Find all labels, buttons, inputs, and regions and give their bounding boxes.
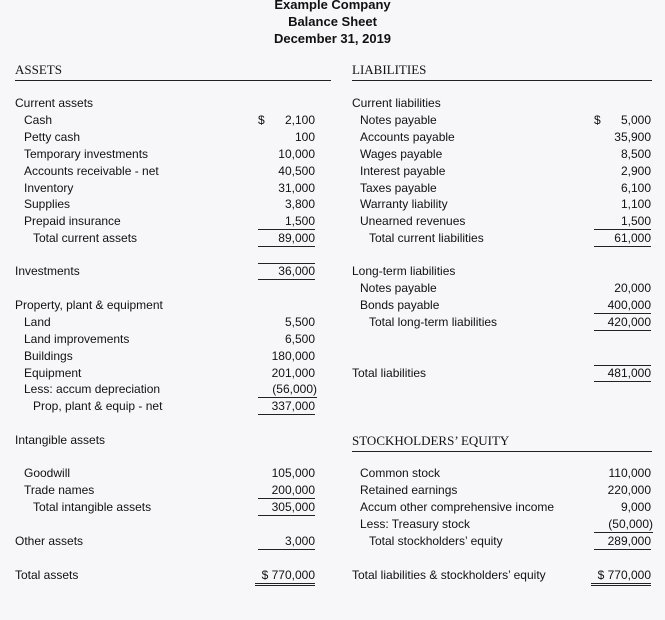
aoci-value: 9,000 bbox=[620, 500, 651, 514]
accounts-payable-label: Accounts payable bbox=[360, 130, 455, 144]
petty-cash-value: 100 bbox=[294, 130, 315, 144]
supplies-label: Supplies bbox=[24, 197, 71, 211]
warranty-liability-value: 1,100 bbox=[620, 197, 651, 211]
equity-rule bbox=[352, 451, 652, 452]
bonds-payable-label: Bonds payable bbox=[360, 298, 440, 312]
total-intangible-value: 305,000 bbox=[258, 500, 315, 516]
land-improvements-label: Land improvements bbox=[24, 332, 130, 346]
accounts-receivable-label: Accounts receivable - net bbox=[24, 164, 159, 178]
taxes-payable-value: 6,100 bbox=[620, 181, 651, 195]
accum-depreciation-label: Less: accum depreciation bbox=[24, 382, 161, 396]
notes-payable-label: Notes payable bbox=[360, 113, 437, 127]
report-title: Balance Sheet bbox=[288, 14, 377, 29]
wages-payable-value: 8,500 bbox=[620, 147, 651, 161]
equipment-value: 201,000 bbox=[271, 366, 315, 380]
temp-investments-label: Temporary investments bbox=[24, 147, 149, 161]
interest-payable-value: 2,900 bbox=[620, 164, 651, 178]
long-term-liabilities-heading: Long-term liabilities bbox=[352, 264, 456, 278]
total-intangible-label: Total intangible assets bbox=[33, 500, 152, 514]
total-assets-value: $ 770,000 bbox=[255, 568, 315, 586]
retained-earnings-value: 220,000 bbox=[607, 483, 651, 497]
wages-payable-label: Wages payable bbox=[360, 147, 443, 161]
ppe-net-value: 337,000 bbox=[258, 399, 315, 415]
total-current-assets-value: 89,000 bbox=[258, 231, 315, 247]
goodwill-label: Goodwill bbox=[24, 466, 71, 480]
supplies-value: 3,800 bbox=[284, 197, 315, 211]
total-equity-label: Total stockholders’ equity bbox=[369, 534, 503, 548]
taxes-payable-label: Taxes payable bbox=[360, 181, 437, 195]
assets-heading: ASSETS bbox=[15, 62, 62, 77]
ppe-heading: Property, plant & equipment bbox=[15, 298, 163, 312]
total-current-assets-label: Total current assets bbox=[33, 231, 138, 245]
company-name: Example Company bbox=[274, 0, 391, 12]
other-assets-value: 3,000 bbox=[258, 534, 315, 550]
unearned-revenues-value: 1,500 bbox=[594, 214, 651, 230]
total-assets-label: Total assets bbox=[15, 568, 79, 582]
accounts-payable-value: 35,900 bbox=[614, 130, 651, 144]
investments-value: 36,000 bbox=[258, 263, 315, 280]
total-liabilities-label: Total liabilities bbox=[352, 366, 427, 380]
common-stock-value: 110,000 bbox=[608, 466, 651, 480]
treasury-stock-label: Less: Treasury stock bbox=[360, 517, 471, 531]
buildings-value: 180,000 bbox=[271, 349, 315, 363]
total-current-liabilities-value: 61,000 bbox=[594, 231, 651, 247]
accum-depreciation-value: (56,000) bbox=[258, 382, 317, 398]
lt-notes-payable-value: 20,000 bbox=[614, 281, 651, 295]
total-liabilities-value: 481,000 bbox=[594, 365, 651, 382]
goodwill-value: 105,000 bbox=[271, 466, 315, 480]
petty-cash-label: Petty cash bbox=[24, 130, 81, 144]
land-improvements-value: 6,500 bbox=[284, 332, 315, 346]
unearned-revenues-label: Unearned revenues bbox=[360, 214, 466, 228]
cash-dollar-sign: $ bbox=[258, 113, 265, 127]
prepaid-insurance-value: 1,500 bbox=[258, 214, 315, 230]
treasury-stock-value: (50,000) bbox=[594, 517, 653, 533]
accounts-receivable-value: 40,500 bbox=[278, 164, 315, 178]
liabilities-heading: LIABILITIES bbox=[352, 62, 427, 77]
report-header bbox=[0, 0, 665, 47]
cash-value: 2,100 bbox=[284, 113, 315, 127]
warranty-liability-label: Warranty liability bbox=[360, 197, 448, 211]
retained-earnings-label: Retained earnings bbox=[360, 483, 458, 497]
land-label: Land bbox=[24, 315, 51, 329]
interest-payable-label: Interest payable bbox=[360, 164, 446, 178]
total-lt-liabilities-value: 420,000 bbox=[594, 315, 651, 331]
cash-label: Cash bbox=[24, 113, 53, 127]
report-date: December 31, 2019 bbox=[273, 31, 392, 46]
total-lt-liabilities-label: Total long-term liabilities bbox=[369, 315, 498, 329]
temp-investments-value: 10,000 bbox=[278, 147, 315, 161]
common-stock-label: Common stock bbox=[360, 466, 441, 480]
bonds-payable-value: 400,000 bbox=[594, 298, 651, 314]
other-assets-label: Other assets bbox=[15, 534, 84, 548]
lt-notes-payable-label: Notes payable bbox=[360, 281, 437, 295]
investments-label: Investments bbox=[15, 264, 80, 278]
equity-heading: STOCKHOLDERS’ EQUITY bbox=[352, 433, 510, 448]
trade-names-value: 200,000 bbox=[258, 483, 315, 499]
notes-payable-value: 5,000 bbox=[620, 113, 651, 127]
current-assets-heading: Current assets bbox=[15, 96, 94, 110]
trade-names-label: Trade names bbox=[24, 483, 95, 497]
equipment-label: Equipment bbox=[24, 366, 82, 380]
current-liabilities-heading: Current liabilities bbox=[352, 96, 441, 110]
buildings-label: Buildings bbox=[24, 349, 73, 363]
total-liab-equity-label: Total liabilities & stockholders’ equity bbox=[352, 568, 546, 582]
total-liab-equity-value: $ 770,000 bbox=[591, 568, 651, 586]
prepaid-insurance-label: Prepaid insurance bbox=[24, 214, 121, 228]
ppe-net-label: Prop, plant & equip - net bbox=[33, 399, 163, 413]
land-value: 5,500 bbox=[284, 315, 315, 329]
inventory-value: 31,000 bbox=[278, 181, 315, 195]
total-current-liabilities-label: Total current liabilities bbox=[369, 231, 484, 245]
total-equity-value: 289,000 bbox=[594, 534, 651, 550]
assets-rule bbox=[15, 80, 331, 81]
aoci-label: Accum other comprehensive income bbox=[360, 500, 555, 514]
inventory-label: Inventory bbox=[24, 181, 74, 195]
liabilities-rule bbox=[352, 80, 652, 81]
intangible-assets-heading: Intangible assets bbox=[15, 433, 106, 447]
notes-payable-dollar-sign: $ bbox=[594, 113, 601, 127]
